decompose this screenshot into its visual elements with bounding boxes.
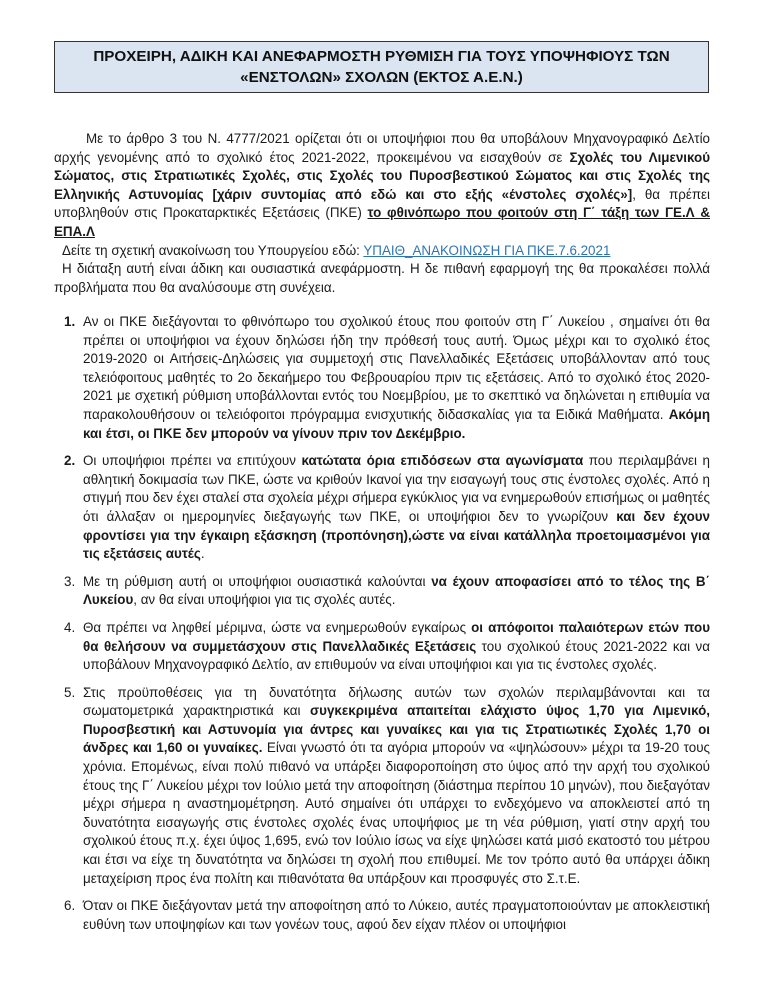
item-text: Όταν οι ΠΚΕ διεξάγονταν μετά την αποφοίτηση από το Λύκειο, αυτές πραγματοποιούνταν με αποκλειστική ευθύνη των υποψηφίων και των γονέων τους, αφού δεν είχαν πλέον οι υποψήφιοι — [83, 898, 710, 932]
list-item — [54, 897, 710, 934]
list-item — [54, 313, 710, 443]
intro-paragraph-3: Η διάταξη αυτή είναι άδικη και ουσιαστικά ανεφάρμοστη. Η δε πιθανή εφαρμογή της θα προκαλέσει πολλά προβλήματα που θα αναλύσουμε στη συνέχεια. — [54, 261, 710, 295]
title-line-2: «ΕΝΣΤΟΛΩΝ» ΣΧΟΛΩΝ (ΕΚΤΟΣ Α.Ε.Ν.) — [240, 69, 523, 86]
list-number: 3. — [64, 573, 76, 589]
item-text: Οι υποψήφιοι πρέπει να επιτύχουν — [83, 453, 302, 469]
item-bold-text: και δεν έχουν φροντίσει για την έγκαιρη εξάσκηση (προπόνηση),ώστε να είναι κατάλληλα προετοιμασμένοι για τις εξετάσεις αυτές — [83, 508, 710, 562]
item-text: Είναι γνωστό ότι τα αγόρια μπορούν να «ψηλώσουν» μέχρι τα 19-20 τους χρόνια. Επομένως, είναι πολύ πιθανό να υπάρξει διαφοροποίηση στο ύψος από την αρχή του σχολικού έτους της Γ΄ Λυκείου μέχρι τον Ιούλιο μετά την αποφοίτηση (διάστημα περίπου 10 μηνών), που διεξαγόταν μέχρι σήμερα η αναστημομέτρηση. Αυτό σημαίνει ότι υπάρχει το ενδεχόμενο να αποκλειστεί από τη δυνατότητα εισαγωγής στις ένστολες σχολές ένας υποψήφιος με τη νέα ρύθμιση, γιατί στην αρχή του σχολικού έτους π.χ. έχει ύψος 1,695, ενώ τον Ιούλιο ίσως να είχε ψηλώσει κατά μισό εκατοστό του μέτρου και έτσι να είχε τη δυνατότητα να δηλώσει τη σχολή που επιθυμεί. Με τον τρόπο αυτό θα υπάρχει άδικη μεταχείριση προς ένα πολίτη και πιθανότατα θα υπάρξουν και προσφυγές στο Σ.τ.Ε. — [83, 740, 710, 886]
item-bold-text: κατώτατα όρια επιδόσεων στα αγωνίσματα — [301, 453, 584, 469]
item-bold-text: Ακόμη και έτσι, οι ΠΚΕ δεν μπορούν να γίνουν πριν τον Δεκέμβριο. — [83, 406, 710, 441]
item-text: του σχολικού έτους 2021-2022 και να υποβάλουν Μηχανογραφικό Δελτίο, αν επιθυμούν να είναι υποψήφιοι και για τις ένστολες σχολές. — [83, 638, 710, 673]
title-box — [54, 41, 709, 93]
intro-p1-text: Με το άρθρο 3 του Ν. 4777/2021 ορίζεται ότι οι υποψήφιοι που θα υποβάλουν Μηχανογραφικό Δελτίο αρχής γενομένης από το σχολικό έτος 2021-2022, προκειμένου να εισαχθούν σε — [54, 131, 710, 165]
item-text: Θα πρέπει να ληφθεί μέριμνα, ώστε να ενημερωθούν εγκαίρως — [83, 619, 472, 635]
intro-p1-bold: Σχολές του Λιμενικού Σώματος, στις Στρατιωτικές Σχολές, στις Σχολές του Πυροσβεστικού Σώματος και στις Σχολές της Ελληνικής Αστυνομίας [χάριν συντομίας από εδώ και στο εξής «ένστολες σχολές»] — [54, 149, 710, 202]
intro-section — [54, 130, 710, 297]
list-item — [54, 573, 710, 610]
item-text: . — [200, 546, 205, 562]
item-bold-text: να έχουν αποφασίσει από το τέλος της Β΄ Λυκείου — [83, 573, 710, 608]
item-bold-text: οι απόφοιτοι παλαιότερων ετών που θα θελήσουν να συμμετάσχουν στις Πανελλαδικές Εξετάσεις — [83, 619, 710, 654]
list-item — [54, 684, 710, 889]
item-text: που περιλαμβάνει η αθλητική δοκιμασία των ΠΚΕ, ώστε να κριθούν Ικανοί για την εισαγωγή τους στις ένστολες σχολές. Από η στιγμή που δεν έχει σταλεί στα σχολεία μέχρι σήμερα εγκύκλιος για να ενημερωθούν επισήμως οι μαθητές ότι άλλαξαν οι ημερομηνίες διεξαγωγής των ΠΚΕ, οι υποψήφιοι δεν το γνωρίζουν — [83, 453, 711, 524]
item-bold-text: συγκεκριμένα απαιτείται ελάχιστο ύψος 1,70 για Λιμενικό, Πυροσβεστική και Αστυνομία για άντρες και γυναίκες και για τις Στρατιωτικές Σχολές 1,70 οι άνδρες και 1,60 οι γυναίκες. — [83, 703, 711, 756]
item-text: , αν θα είναι υποψήφιοι για τις σχολές αυτές. — [133, 592, 396, 608]
intro-paragraph-2 — [54, 242, 710, 261]
intro-p2-text: Δείτε τη σχετική ανακοίνωση του Υπουργείου εδώ: — [62, 242, 364, 258]
intro-paragraph-1 — [54, 130, 710, 242]
item-text: Με τη ρύθμιση αυτή οι υποψήφιοι ουσιαστικά καλούνται — [83, 573, 432, 589]
list-number: 5. — [64, 684, 76, 700]
item-text: Στις προϋποθέσεις για τη δυνατότητα δήλωσης αυτών των σχολών περιλαμβάνονται και τα σωματομετρικά χαρακτηριστικά και — [83, 684, 710, 719]
list-number: 6. — [64, 898, 76, 914]
item-text: Αν οι ΠΚΕ διεξάγονται το φθινόπωρο του σχολικού έτους που φοιτούν στη Γ΄ Λυκείου , σημαίνει ότι θα πρέπει οι υποψήφιοι να έχουν δηλώσει ήδη την πρόθεσή τους αυτή. Όμως μέχρι και το σχολικό έτος 2019-2020 οι Αιτήσεις-Δηλώσεις για συμμετοχή στις Πανελλαδικές Εξετάσεις υποβάλλονταν από τους τελειόφοιτους μαθητές το 2ο δεκαήμερο του Φεβρουαρίου πριν τις εξετάσεις. Από το σχολικό έτος 2020-2021 με σχετική ρύθμιση υποβάλλονται εντός του Νοεμβρίου, με το σκεπτικό να δηλώνεται η επιθυμία να παρακολουθήσουν οι τελειόφοιτοι πρόγραμμα ενισχυτικής διδασκαλίας για τα Ειδικά Μαθήματα. — [83, 314, 710, 422]
list-item — [54, 452, 710, 564]
intro-p1-bold-underline: το φθινόπωρο που φοιτούν στη Γ΄ τάξη των ΓΕ.Λ & ΕΠΑ.Λ — [54, 205, 710, 239]
intro-p1-text-2: , θα πρέπει υποβληθούν στις Προκαταρκτικές Εξετάσεις (ΠΚΕ) — [54, 186, 711, 221]
list-number: 4. — [64, 619, 76, 635]
numbered-list — [54, 313, 710, 943]
announcement-link[interactable]: ΥΠΑΙΘ_ΑΝΑΚΟΙΝΩΣΗ ΓΙΑ ΠΚΕ.7.6.2021 — [363, 242, 611, 258]
title-line-1: ΠΡΟΧΕΙΡΗ, ΑΔΙΚΗ ΚΑΙ ΑΝΕΦΑΡΜΟΣΤΗ ΡΥΘΜΙΣΗ ΓΙΑ ΤΟΥΣ ΥΠΟΨΗΦΙΟΥΣ ΤΩΝ — [93, 48, 670, 65]
list-item — [54, 619, 710, 675]
list-number: 1. — [64, 314, 76, 329]
list-number: 2. — [64, 453, 76, 469]
